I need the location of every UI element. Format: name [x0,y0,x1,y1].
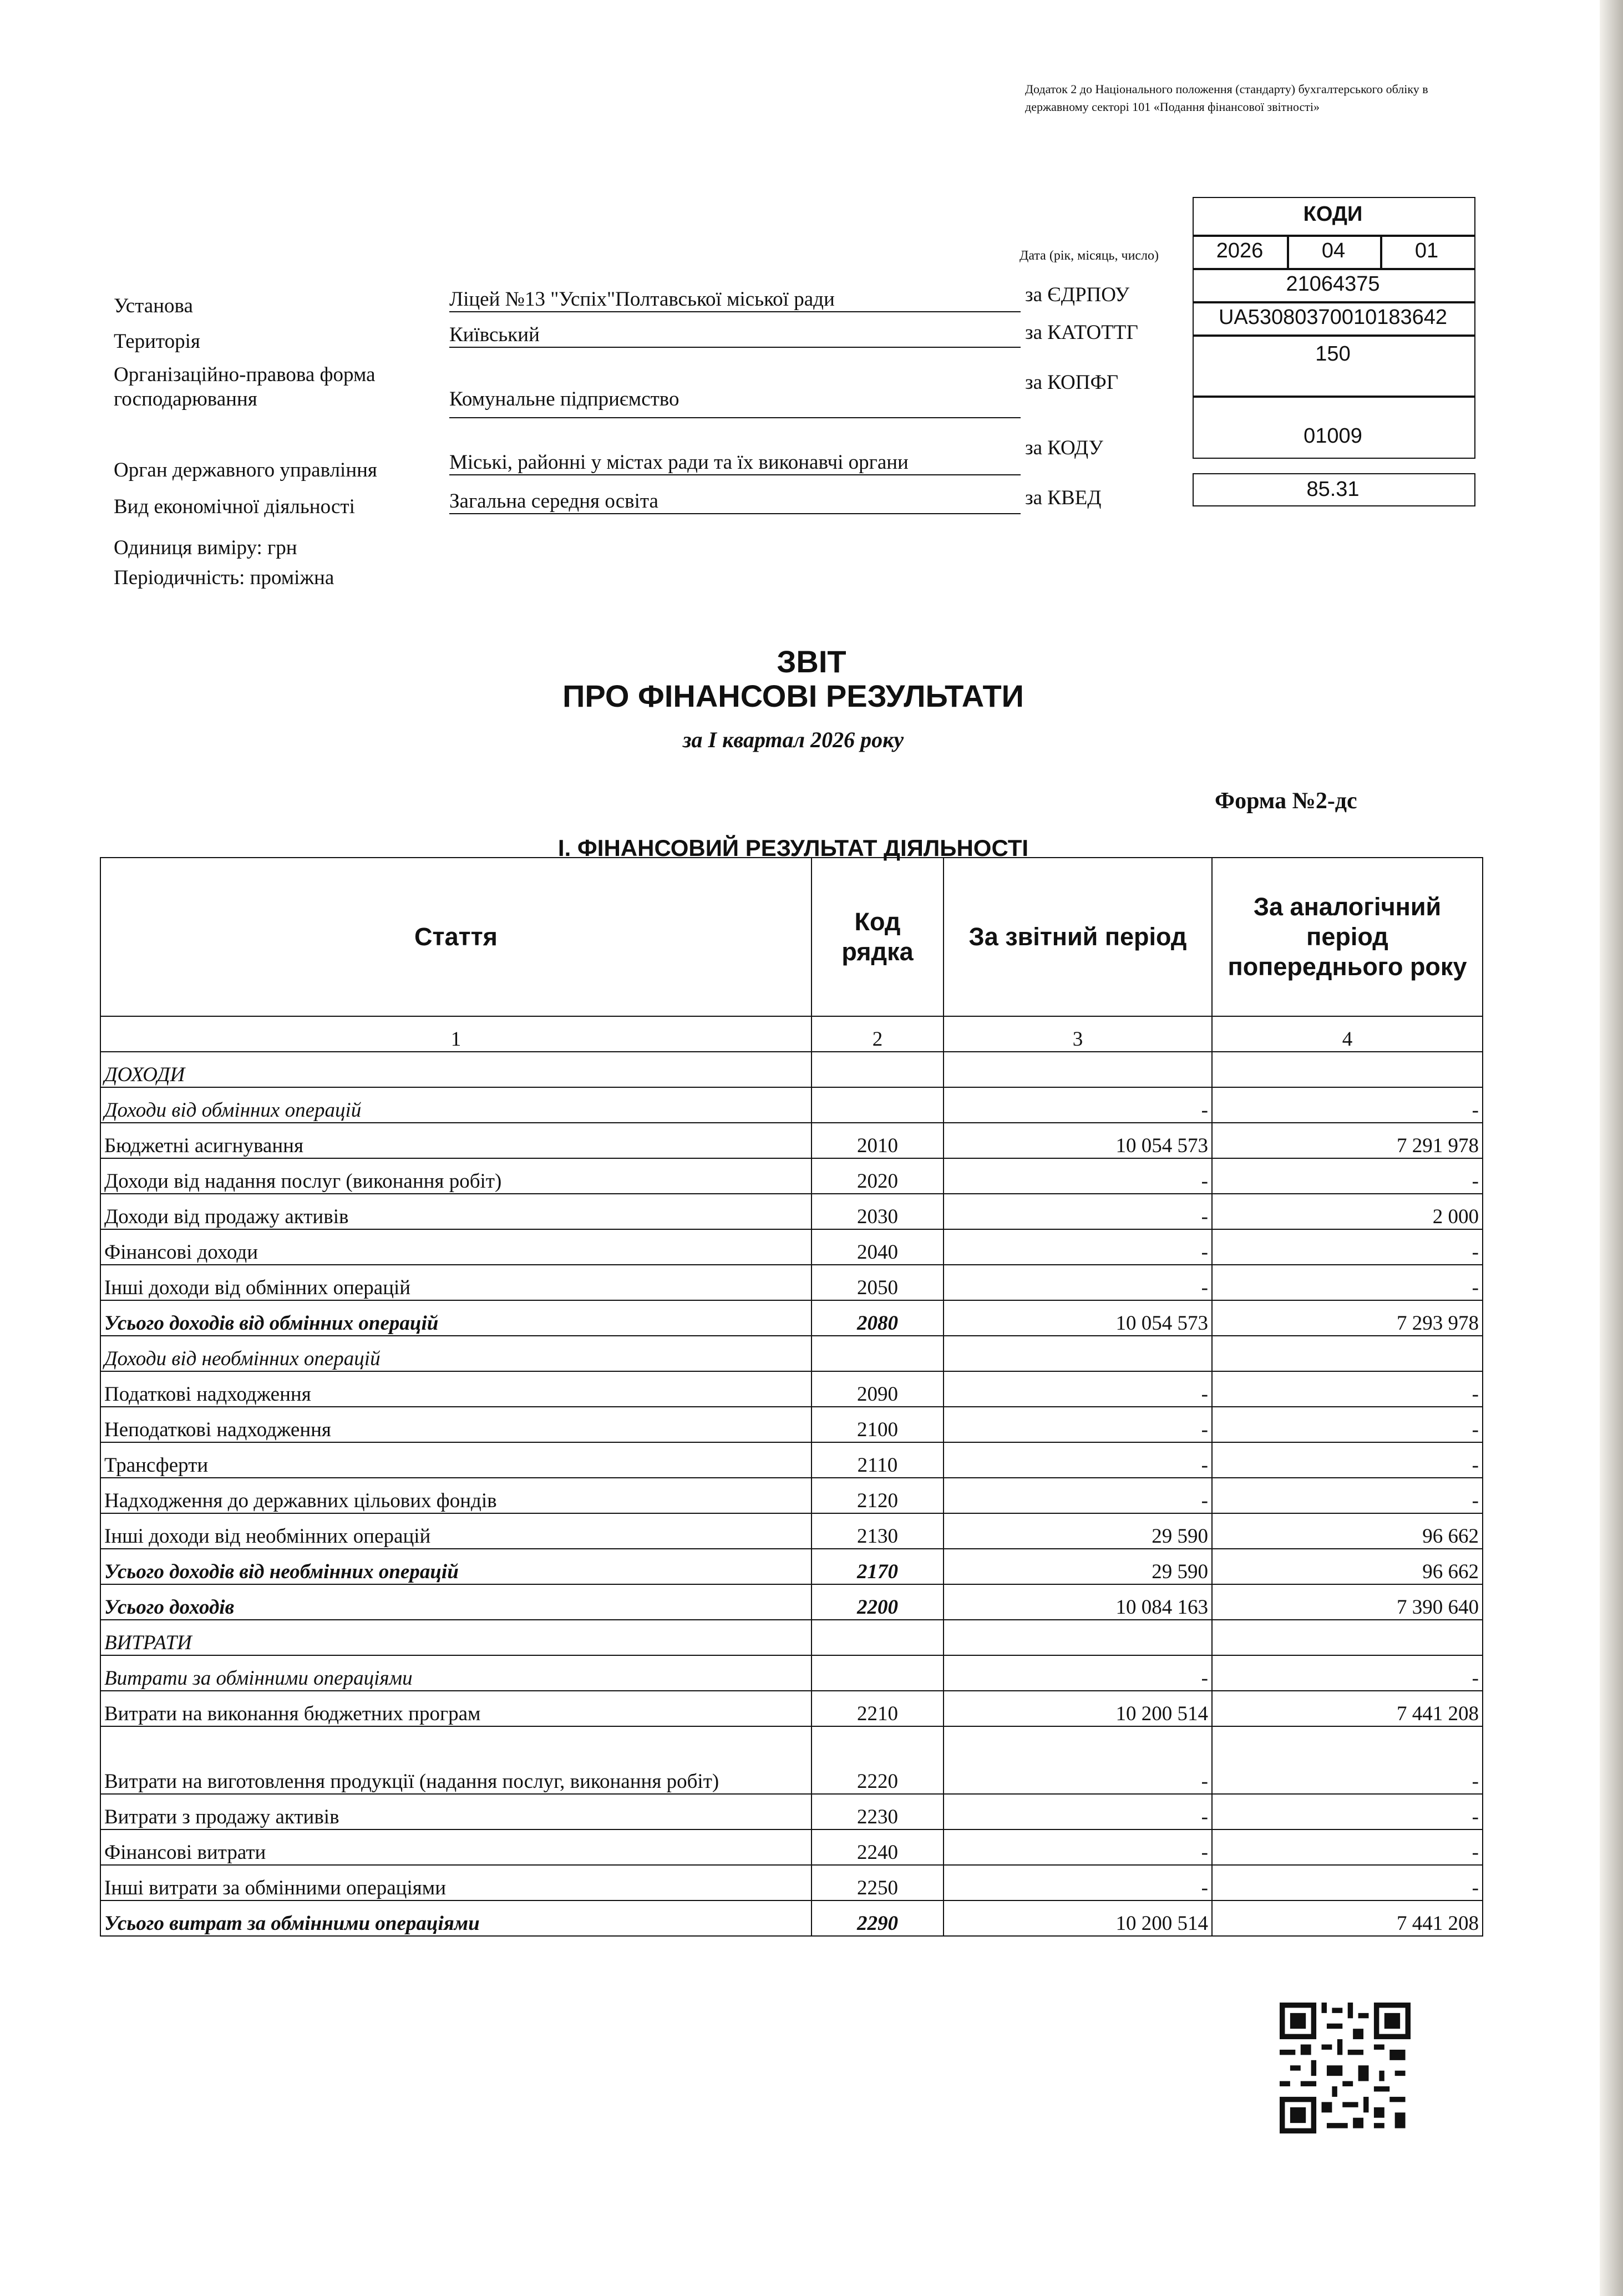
row-current-value: - [944,1655,1212,1691]
table-row [100,1691,1483,1726]
table-row [100,1442,1483,1478]
table-row [100,1158,1483,1194]
code-label-edrpou: за ЄДРПОУ [1025,283,1130,306]
label-activity: Вид економічної діяльності [114,495,355,518]
row-code: 2250 [812,1865,944,1900]
row-code: 2240 [812,1829,944,1865]
row-current-value: - [944,1794,1212,1829]
row-name: Витрати на виготовлення продукції (надання послуг, виконання робіт) [100,1726,812,1794]
code-label-kodu: за КОДУ [1025,437,1103,459]
row-current-value: - [944,1726,1212,1794]
row-name: ДОХОДИ [100,1052,812,1087]
row-previous-value: 7 390 640 [1212,1584,1483,1620]
table-row [100,1229,1483,1265]
table-row [100,1194,1483,1229]
row-code: 2200 [812,1584,944,1620]
row-name: ВИТРАТИ [100,1620,812,1655]
label-territory: Територія [114,330,200,353]
row-current-value: - [944,1478,1212,1513]
row-name: Витрати з продажу активів [100,1794,812,1829]
table-row [100,1549,1483,1584]
date-day: 01 [1414,239,1439,262]
row-previous-value: 96 662 [1212,1513,1483,1549]
row-previous-value: 7 441 208 [1212,1900,1483,1936]
row-name: Інші доходи від обмінних операцій [100,1265,812,1300]
row-current-value: - [944,1194,1212,1229]
row-previous-value: - [1212,1726,1483,1794]
row-previous-value: 7 293 978 [1212,1300,1483,1336]
row-previous-value [1212,1620,1483,1655]
row-current-value: 10 054 573 [944,1300,1212,1336]
row-code [812,1336,944,1371]
header-article: Стаття [100,858,812,1016]
code-kodu: 01009 [1304,424,1362,448]
row-current-value: 29 590 [944,1549,1212,1584]
row-code: 2100 [812,1407,944,1442]
row-code: 2050 [812,1265,944,1300]
row-previous-value: - [1212,1087,1483,1123]
code-kved: 85.31 [1306,478,1360,501]
row-previous-value [1212,1336,1483,1371]
row-current-value: - [944,1229,1212,1265]
code-label-kopfg: за КОПФГ [1025,371,1119,394]
row-current-value [944,1052,1212,1087]
row-name: Витрати на виконання бюджетних програм [100,1691,812,1726]
col-number: 2 [812,1016,944,1052]
row-previous-value: - [1212,1407,1483,1442]
table-row [100,1087,1483,1123]
table-row [100,1052,1483,1087]
row-name: Усього доходів від необмінних операцій [100,1549,812,1584]
table-row [100,1336,1483,1371]
row-current-value: 10 054 573 [944,1123,1212,1158]
date-month: 04 [1321,239,1346,262]
row-code: 2130 [812,1513,944,1549]
row-code [812,1620,944,1655]
row-current-value [944,1336,1212,1371]
row-previous-value: - [1212,1265,1483,1300]
label-institution: Установа [114,295,193,317]
row-code: 2020 [812,1158,944,1194]
row-name: Бюджетні асигнування [100,1123,812,1158]
label-legal-form: Організаційно-правова форма господарювання [114,363,376,410]
report-subtitle: ПРО ФІНАНСОВІ РЕЗУЛЬТАТИ [562,678,1024,713]
code-label-kved: за КВЕД [1025,486,1102,509]
date-year: 2026 [1216,239,1264,262]
row-code: 2040 [812,1229,944,1265]
row-previous-value: - [1212,1794,1483,1829]
table-row [100,1407,1483,1442]
table-row [100,1584,1483,1620]
row-current-value: 10 084 163 [944,1584,1212,1620]
row-current-value: 29 590 [944,1513,1212,1549]
table-row [100,1655,1483,1691]
row-code: 2110 [812,1442,944,1478]
report-title: ЗВІТ [777,644,846,679]
row-previous-value: - [1212,1829,1483,1865]
row-name: Надходження до державних цільових фондів [100,1478,812,1513]
col-number: 4 [1212,1016,1483,1052]
row-code: 2120 [812,1478,944,1513]
row-previous-value: - [1212,1229,1483,1265]
code-edrpou: 21064375 [1286,272,1380,296]
row-code: 2210 [812,1691,944,1726]
row-name: Усього витрат за обмінними операціями [100,1900,812,1936]
financial-results-table [100,857,1483,1937]
periodicity: Періодичність: проміжна [114,566,334,589]
row-code: 2010 [812,1123,944,1158]
form-number: Форма №2-дс [1215,788,1357,814]
row-current-value: - [944,1407,1212,1442]
table-row [100,1265,1483,1300]
value-territory: Київський [449,323,1021,348]
code-kopfg: 150 [1315,342,1351,366]
code-katottg: UA53080370010183642 [1218,306,1448,329]
row-name: Доходи від необмінних операцій [100,1336,812,1371]
row-previous-value: 2 000 [1212,1194,1483,1229]
page-edge-shadow [1600,0,1623,2296]
row-code: 2090 [812,1371,944,1407]
row-code [812,1655,944,1691]
row-code [812,1052,944,1087]
codes-block [1193,197,1475,513]
row-current-value: - [944,1442,1212,1478]
row-name: Трансферти [100,1442,812,1478]
header-previous: За аналогічний період попереднього року [1212,858,1483,1016]
row-name: Доходи від обмінних операцій [100,1087,812,1123]
value-authority: Міські, районні у містах ради та їх виконавчі органи [449,450,1021,475]
table-row [100,1794,1483,1829]
row-name: Доходи від продажу активів [100,1194,812,1229]
row-name: Усього доходів від обмінних операцій [100,1300,812,1336]
row-code: 2080 [812,1300,944,1336]
row-current-value: 10 200 514 [944,1691,1212,1726]
row-name: Фінансові витрати [100,1829,812,1865]
row-name: Витрати за обмінними операціями [100,1655,812,1691]
table-row [100,1123,1483,1158]
row-previous-value: - [1212,1158,1483,1194]
row-code: 2030 [812,1194,944,1229]
row-name: Неподаткові надходження [100,1407,812,1442]
code-label-katottg: за КАТОТТГ [1025,321,1138,344]
table-row [100,1726,1483,1794]
codes-header: КОДИ [1303,202,1363,226]
qr-code-icon [1280,2003,1411,2133]
header-current: За звітний період [944,858,1212,1016]
row-name: Інші доходи від необмінних операцій [100,1513,812,1549]
row-previous-value: - [1212,1655,1483,1691]
row-code [812,1087,944,1123]
row-current-value [944,1620,1212,1655]
col-number: 3 [944,1016,1212,1052]
header-code: Код рядка [812,858,944,1016]
row-current-value: 10 200 514 [944,1900,1212,1936]
report-period: за I квартал 2026 року [682,727,904,752]
value-legal-form: Комунальне підприємство [449,387,1021,418]
row-previous-value: - [1212,1478,1483,1513]
value-institution: Ліцей №13 "Успіх"Полтавської міської ради [449,287,1021,312]
table-row [100,1620,1483,1655]
row-current-value: - [944,1158,1212,1194]
row-previous-value: - [1212,1442,1483,1478]
row-current-value: - [944,1265,1212,1300]
col-number: 1 [100,1016,812,1052]
row-name: Фінансові доходи [100,1229,812,1265]
table-row [100,1900,1483,1936]
row-name: Доходи від надання послуг (виконання робіт) [100,1158,812,1194]
row-code: 2220 [812,1726,944,1794]
row-current-value: - [944,1865,1212,1900]
row-previous-value: 7 291 978 [1212,1123,1483,1158]
row-current-value: - [944,1371,1212,1407]
row-name: Податкові надходження [100,1371,812,1407]
row-previous-value [1212,1052,1483,1087]
table-row [100,1300,1483,1336]
table-row [100,1513,1483,1549]
row-previous-value: 7 441 208 [1212,1691,1483,1726]
value-activity: Загальна середня освіта [449,489,1021,514]
date-label: Дата (рік, місяць, число) [1020,249,1159,263]
table-row [100,1865,1483,1900]
annex-note: Додаток 2 до Національного положення (стандарту) бухгалтерського обліку в державному секторі 101 «Подання фінансової звітності» [1025,82,1428,114]
row-code: 2170 [812,1549,944,1584]
row-code: 2230 [812,1794,944,1829]
row-current-value: - [944,1829,1212,1865]
table-row [100,1829,1483,1865]
row-previous-value: 96 662 [1212,1549,1483,1584]
row-name: Інші витрати за обмінними операціями [100,1865,812,1900]
table-row [100,1478,1483,1513]
unit-of-measure: Одиниця виміру: грн [114,536,297,559]
section-title: I. ФІНАНСОВИЙ РЕЗУЛЬТАТ ДІЯЛЬНОСТІ [557,835,1029,861]
row-code: 2290 [812,1900,944,1936]
row-current-value: - [944,1087,1212,1123]
table-body [100,1052,1483,1936]
table-row [100,1371,1483,1407]
label-authority: Орган державного управління [114,459,377,481]
row-previous-value: - [1212,1371,1483,1407]
row-previous-value: - [1212,1865,1483,1900]
row-name: Усього доходів [100,1584,812,1620]
